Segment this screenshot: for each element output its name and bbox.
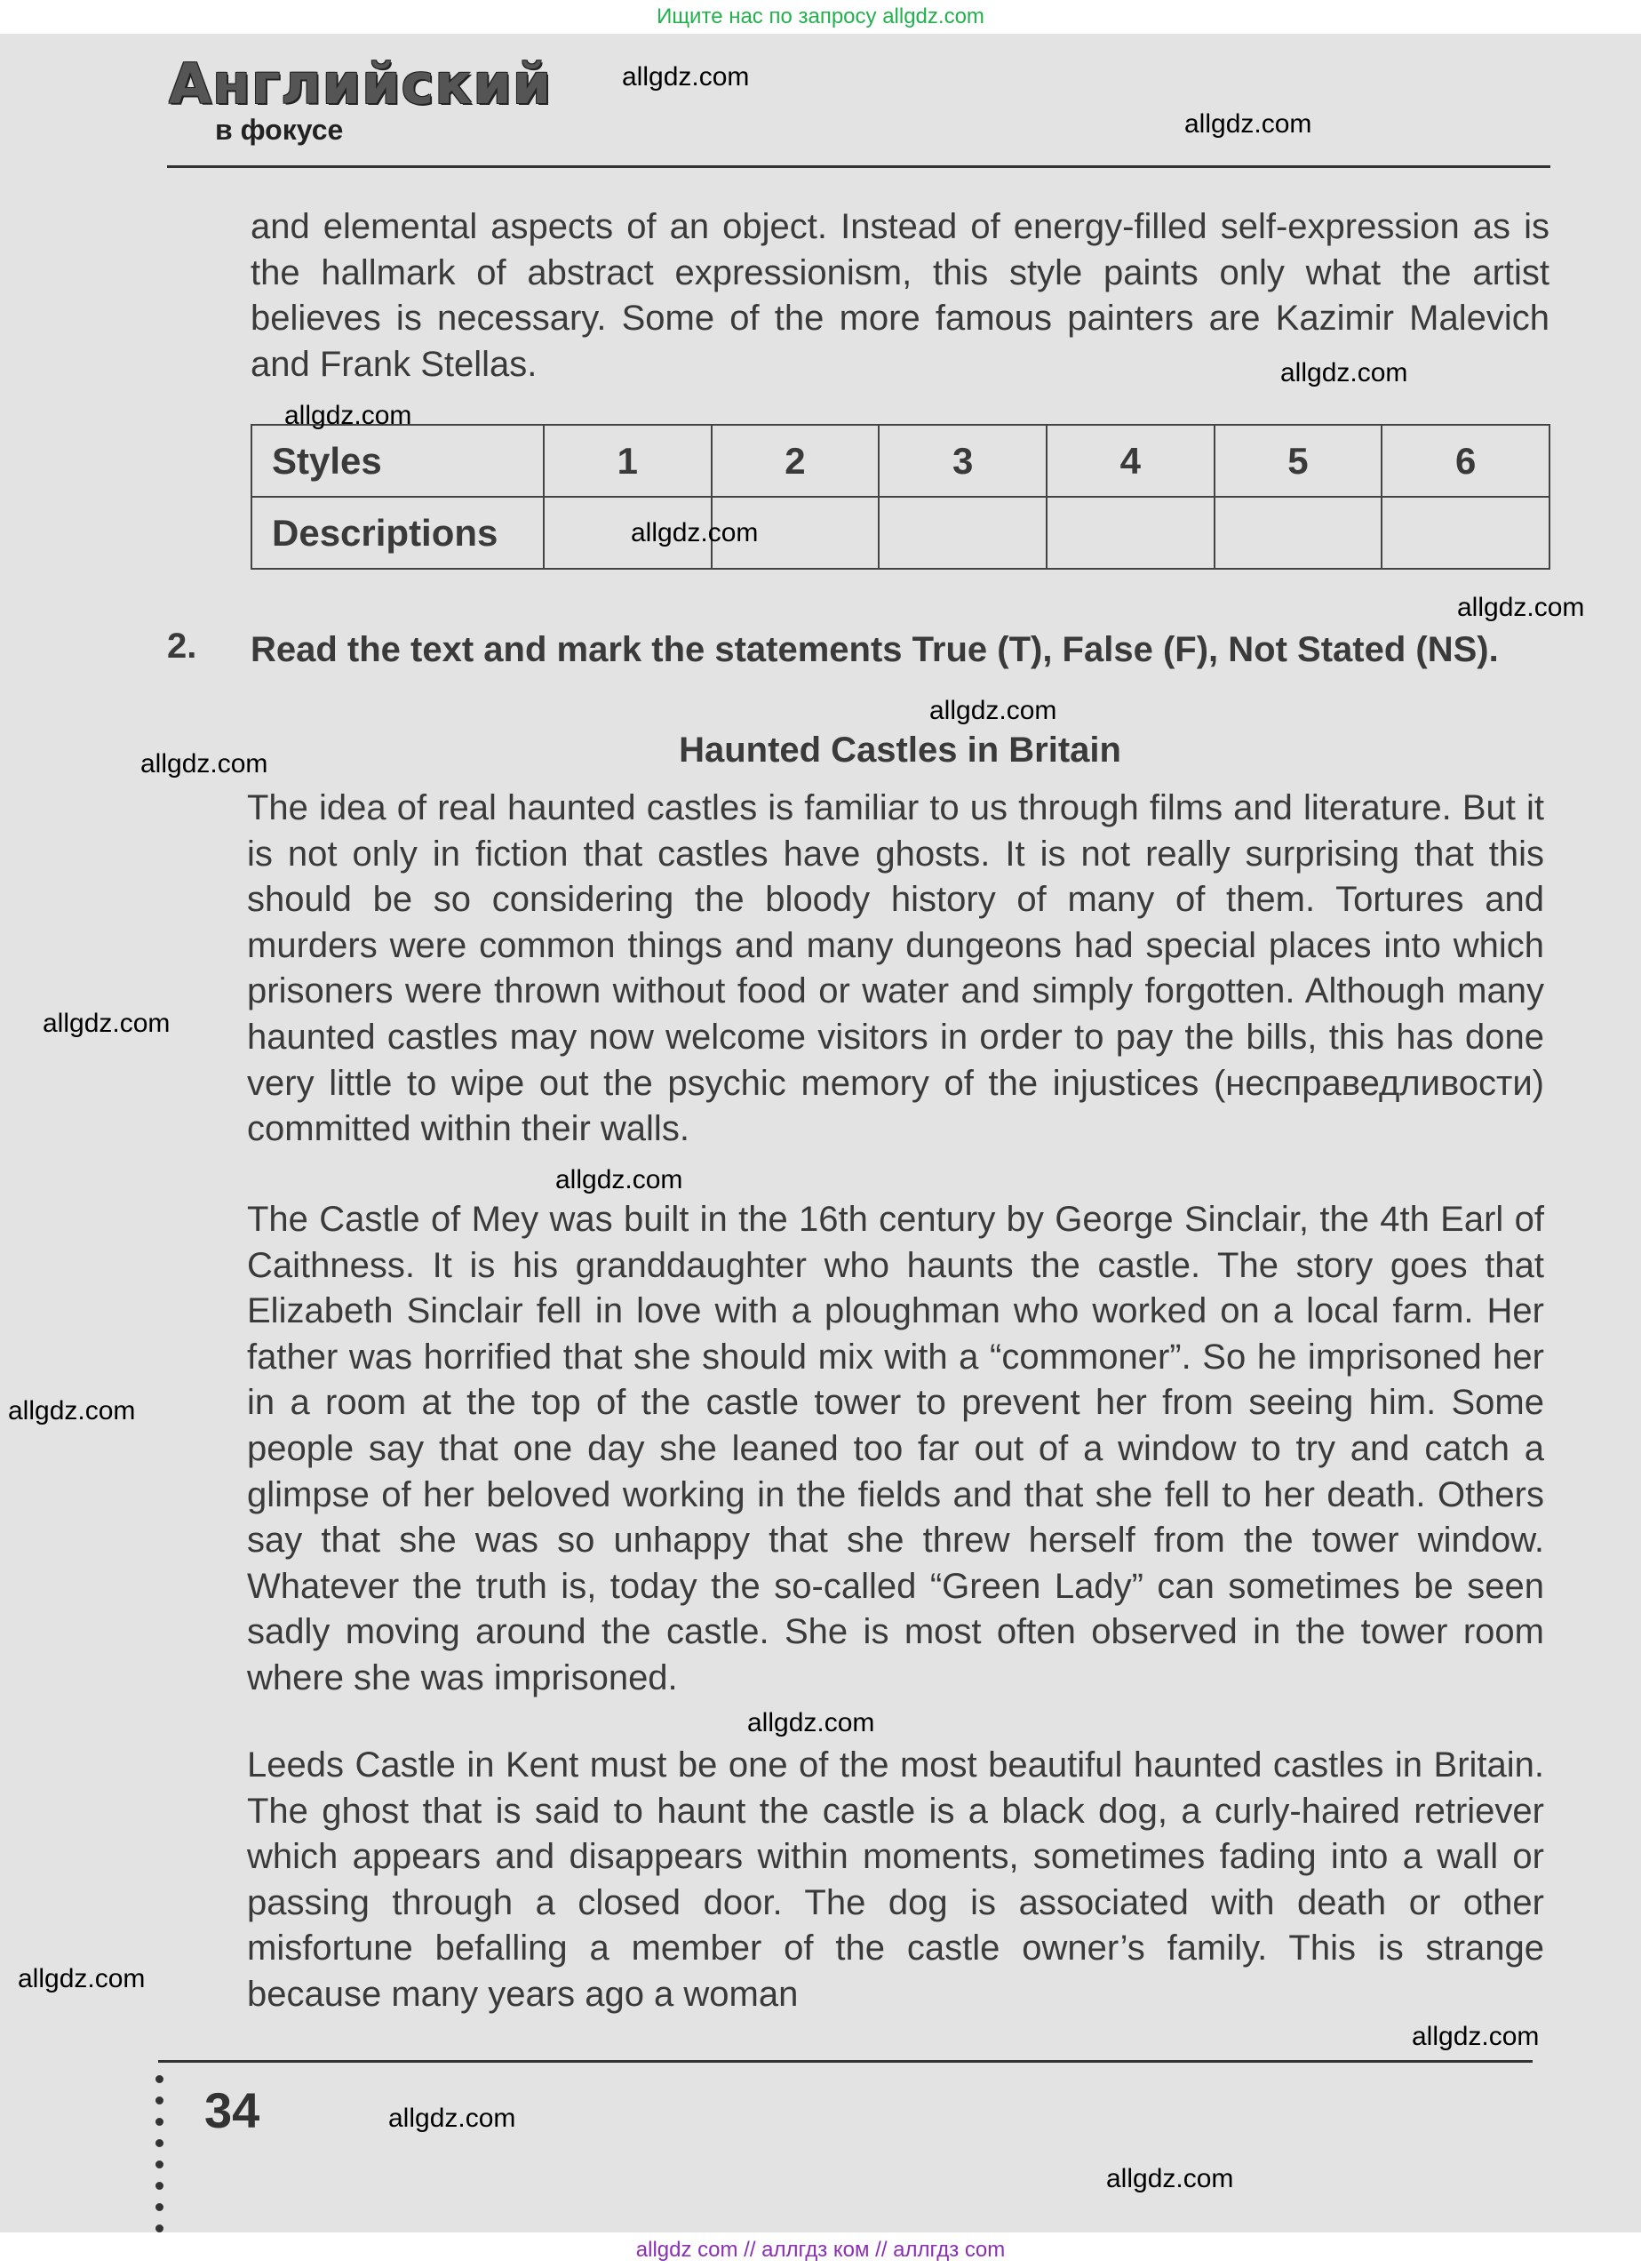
table-cell: 6: [1382, 425, 1549, 497]
watermark: allgdz.com: [1106, 2164, 1234, 2193]
table-row-header: Descriptions: [251, 497, 544, 569]
styles-table: [251, 424, 1550, 570]
watermark: allgdz.com: [1280, 358, 1408, 387]
story-paragraph: The idea of real haunted castles is familiar to us through films and literature. But it is not only in fiction that castles have ghosts. It is not really surprising that this should be so considering the bloody history of many of them. Tortures and murders were common things and many dungeons had special places into which prisoners were thrown without food or water and simply forgotten. Although many haunted castles may now welcome visitors in order to pay the bills, this has done very little to wipe out the psychic memory of the injustices (несправедливости) committed within their walls.: [247, 788, 1544, 1149]
table-row: [251, 425, 1549, 497]
watermark: allgdz.com: [18, 1964, 146, 1993]
watermark: allgdz.com: [284, 401, 412, 430]
answer-cell[interactable]: [1215, 497, 1382, 569]
table-cell: 2: [712, 425, 880, 497]
intro-paragraph: and elemental aspects of an object. Instead of energy-filled self-expression as is the hallmark of abstract expressionism, this style paints only what the artist believes is necessary. Some of the more famous painters are Kazimir Malevich and Frank Stellas.: [251, 207, 1549, 384]
watermark: allgdz.com: [631, 518, 759, 547]
bottom-banner: allgdz com // аллгдз ком // аллгдз com: [635, 2238, 1006, 2262]
table-cell: 1: [544, 425, 712, 497]
book-logo: [169, 52, 553, 149]
table-row-header: Styles: [251, 425, 544, 497]
answer-cell[interactable]: [879, 497, 1047, 569]
watermark: allgdz.com: [8, 1396, 136, 1425]
watermark: allgdz.com: [929, 696, 1057, 725]
table-cell: 4: [1047, 425, 1215, 497]
answer-cell[interactable]: [1047, 497, 1215, 569]
watermark: allgdz.com: [747, 1708, 875, 1737]
watermark: allgdz.com: [1412, 2022, 1540, 2051]
watermark: allgdz.com: [555, 1165, 683, 1194]
table-cell: 3: [879, 425, 1047, 497]
table-cell: 5: [1215, 425, 1382, 497]
answer-cell[interactable]: [1382, 497, 1549, 569]
footer-rule: [158, 2060, 1533, 2063]
logo-subtitle: в фокусе: [215, 114, 344, 146]
task-number: 2.: [167, 627, 197, 666]
header-rule: [167, 165, 1550, 168]
footer-dots: [155, 2075, 163, 2246]
task-instruction: Read the text and mark the statements True (T), False (F), Not Stated (NS).: [251, 630, 1499, 669]
logo-title: Английский: [169, 52, 553, 116]
story-title: Haunted Castles in Britain: [679, 731, 1121, 770]
page-number: 34: [204, 2082, 260, 2138]
watermark: allgdz.com: [43, 1009, 171, 1038]
watermark: allgdz.com: [622, 62, 750, 92]
watermark: allgdz.com: [1457, 593, 1585, 622]
watermark: allgdz.com: [1184, 109, 1312, 139]
story-paragraph: The Castle of Mey was built in the 16th century by George Sinclair, the 4th Earl of Caithness. It is his granddaughter who haunts the castle. The story goes that Elizabeth Sinclair fell in love with a ploughman who worked on a local farm. Her father was horrified that she should mix with a “commoner”. So he imprisoned her in a room at the top of the castle tower to prevent her from seeing him. Some people say that one day she leaned too far out of a window to try and catch a glimpse of her beloved working in the fields and that she fell to her death. Others say that she was so unhappy that she threw herself from the tower window. Whatever the truth is, today the so-called “Green Lady” can sometimes be seen sadly moving around the castle. She is most often observed in the tower room where she was imprisoned.: [247, 1200, 1544, 1697]
table-row: [251, 497, 1549, 569]
watermark: allgdz.com: [388, 2104, 516, 2133]
watermark: allgdz.com: [140, 749, 268, 779]
story-paragraph: Leeds Castle in Kent must be one of the most beautiful haunted castles in Britain. The ghost that is said to haunt the castle is a black dog, a curly-haired retriever which appears and disappears within moments, sometimes fading into a wall or passing through a closed door. The dog is associated with death or other misfortune befalling a member of the castle owner’s family. This is strange because many years ago a woman: [247, 1745, 1544, 2014]
top-banner: Ищите нас по запросу allgdz.com: [657, 4, 984, 28]
